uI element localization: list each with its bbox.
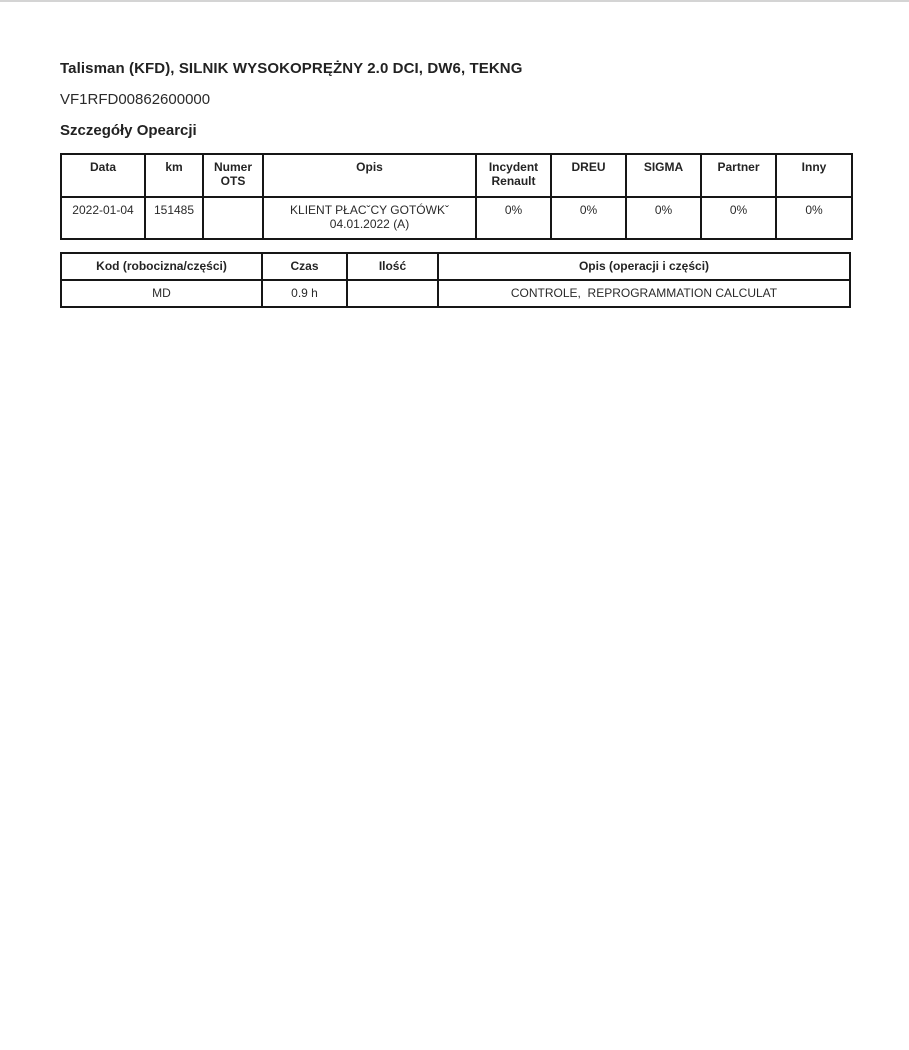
col-header-incydent-renault: Incydent Renault	[476, 154, 551, 197]
cell-opis	[263, 197, 476, 239]
col-header-km: km	[145, 154, 203, 197]
col-header-sigma: SIGMA	[626, 154, 701, 197]
labor-header-row	[61, 253, 850, 280]
operations-table	[60, 153, 853, 240]
operations-data-row	[61, 197, 852, 239]
cell-numer-ots	[203, 197, 263, 239]
document-title: Talisman (KFD), SILNIK WYSOKOPRĘŻNY 2.0 DCI, DW6, TEKNG	[60, 60, 523, 77]
vehicle-vin: VF1RFD00862600000	[60, 91, 211, 108]
opis-line-1: KLIENT PŁACˇCY GOTÓWKˇ	[290, 203, 449, 217]
cell-date: 2022-01-04	[61, 197, 145, 239]
cell-sigma: 0%	[626, 197, 701, 239]
col-header-ilosc: Ilość	[347, 253, 438, 280]
cell-opis-operacji: CONTROLE, REPROGRAMMATION CALCULAT	[438, 280, 850, 307]
cell-inny: 0%	[776, 197, 852, 239]
cell-czas: 0.9 h	[262, 280, 347, 307]
col-header-numer-ots: Numer OTS	[203, 154, 263, 197]
section-heading: Szczegóły Opearcji	[60, 122, 197, 139]
col-header-partner: Partner	[701, 154, 776, 197]
operations-header-row	[61, 154, 852, 197]
col-header-inny: Inny	[776, 154, 852, 197]
col-header-data: Data	[61, 154, 145, 197]
document-page	[60, 60, 855, 308]
col-header-dreu: DREU	[551, 154, 626, 197]
cell-incydent-renault: 0%	[476, 197, 551, 239]
cell-km: 151485	[145, 197, 203, 239]
col-header-kod: Kod (robocizna/części)	[61, 253, 262, 280]
cell-partner: 0%	[701, 197, 776, 239]
col-header-opis: Opis	[263, 154, 476, 197]
col-header-opis-operacji: Opis (operacji i części)	[438, 253, 850, 280]
col-header-czas: Czas	[262, 253, 347, 280]
cell-ilosc	[347, 280, 438, 307]
labor-parts-table	[60, 252, 851, 308]
page-top-edge-line	[0, 0, 909, 2]
labor-data-row	[61, 280, 850, 307]
cell-dreu: 0%	[551, 197, 626, 239]
cell-kod: MD	[61, 280, 262, 307]
opis-line-2: 04.01.2022 (A)	[329, 217, 410, 231]
